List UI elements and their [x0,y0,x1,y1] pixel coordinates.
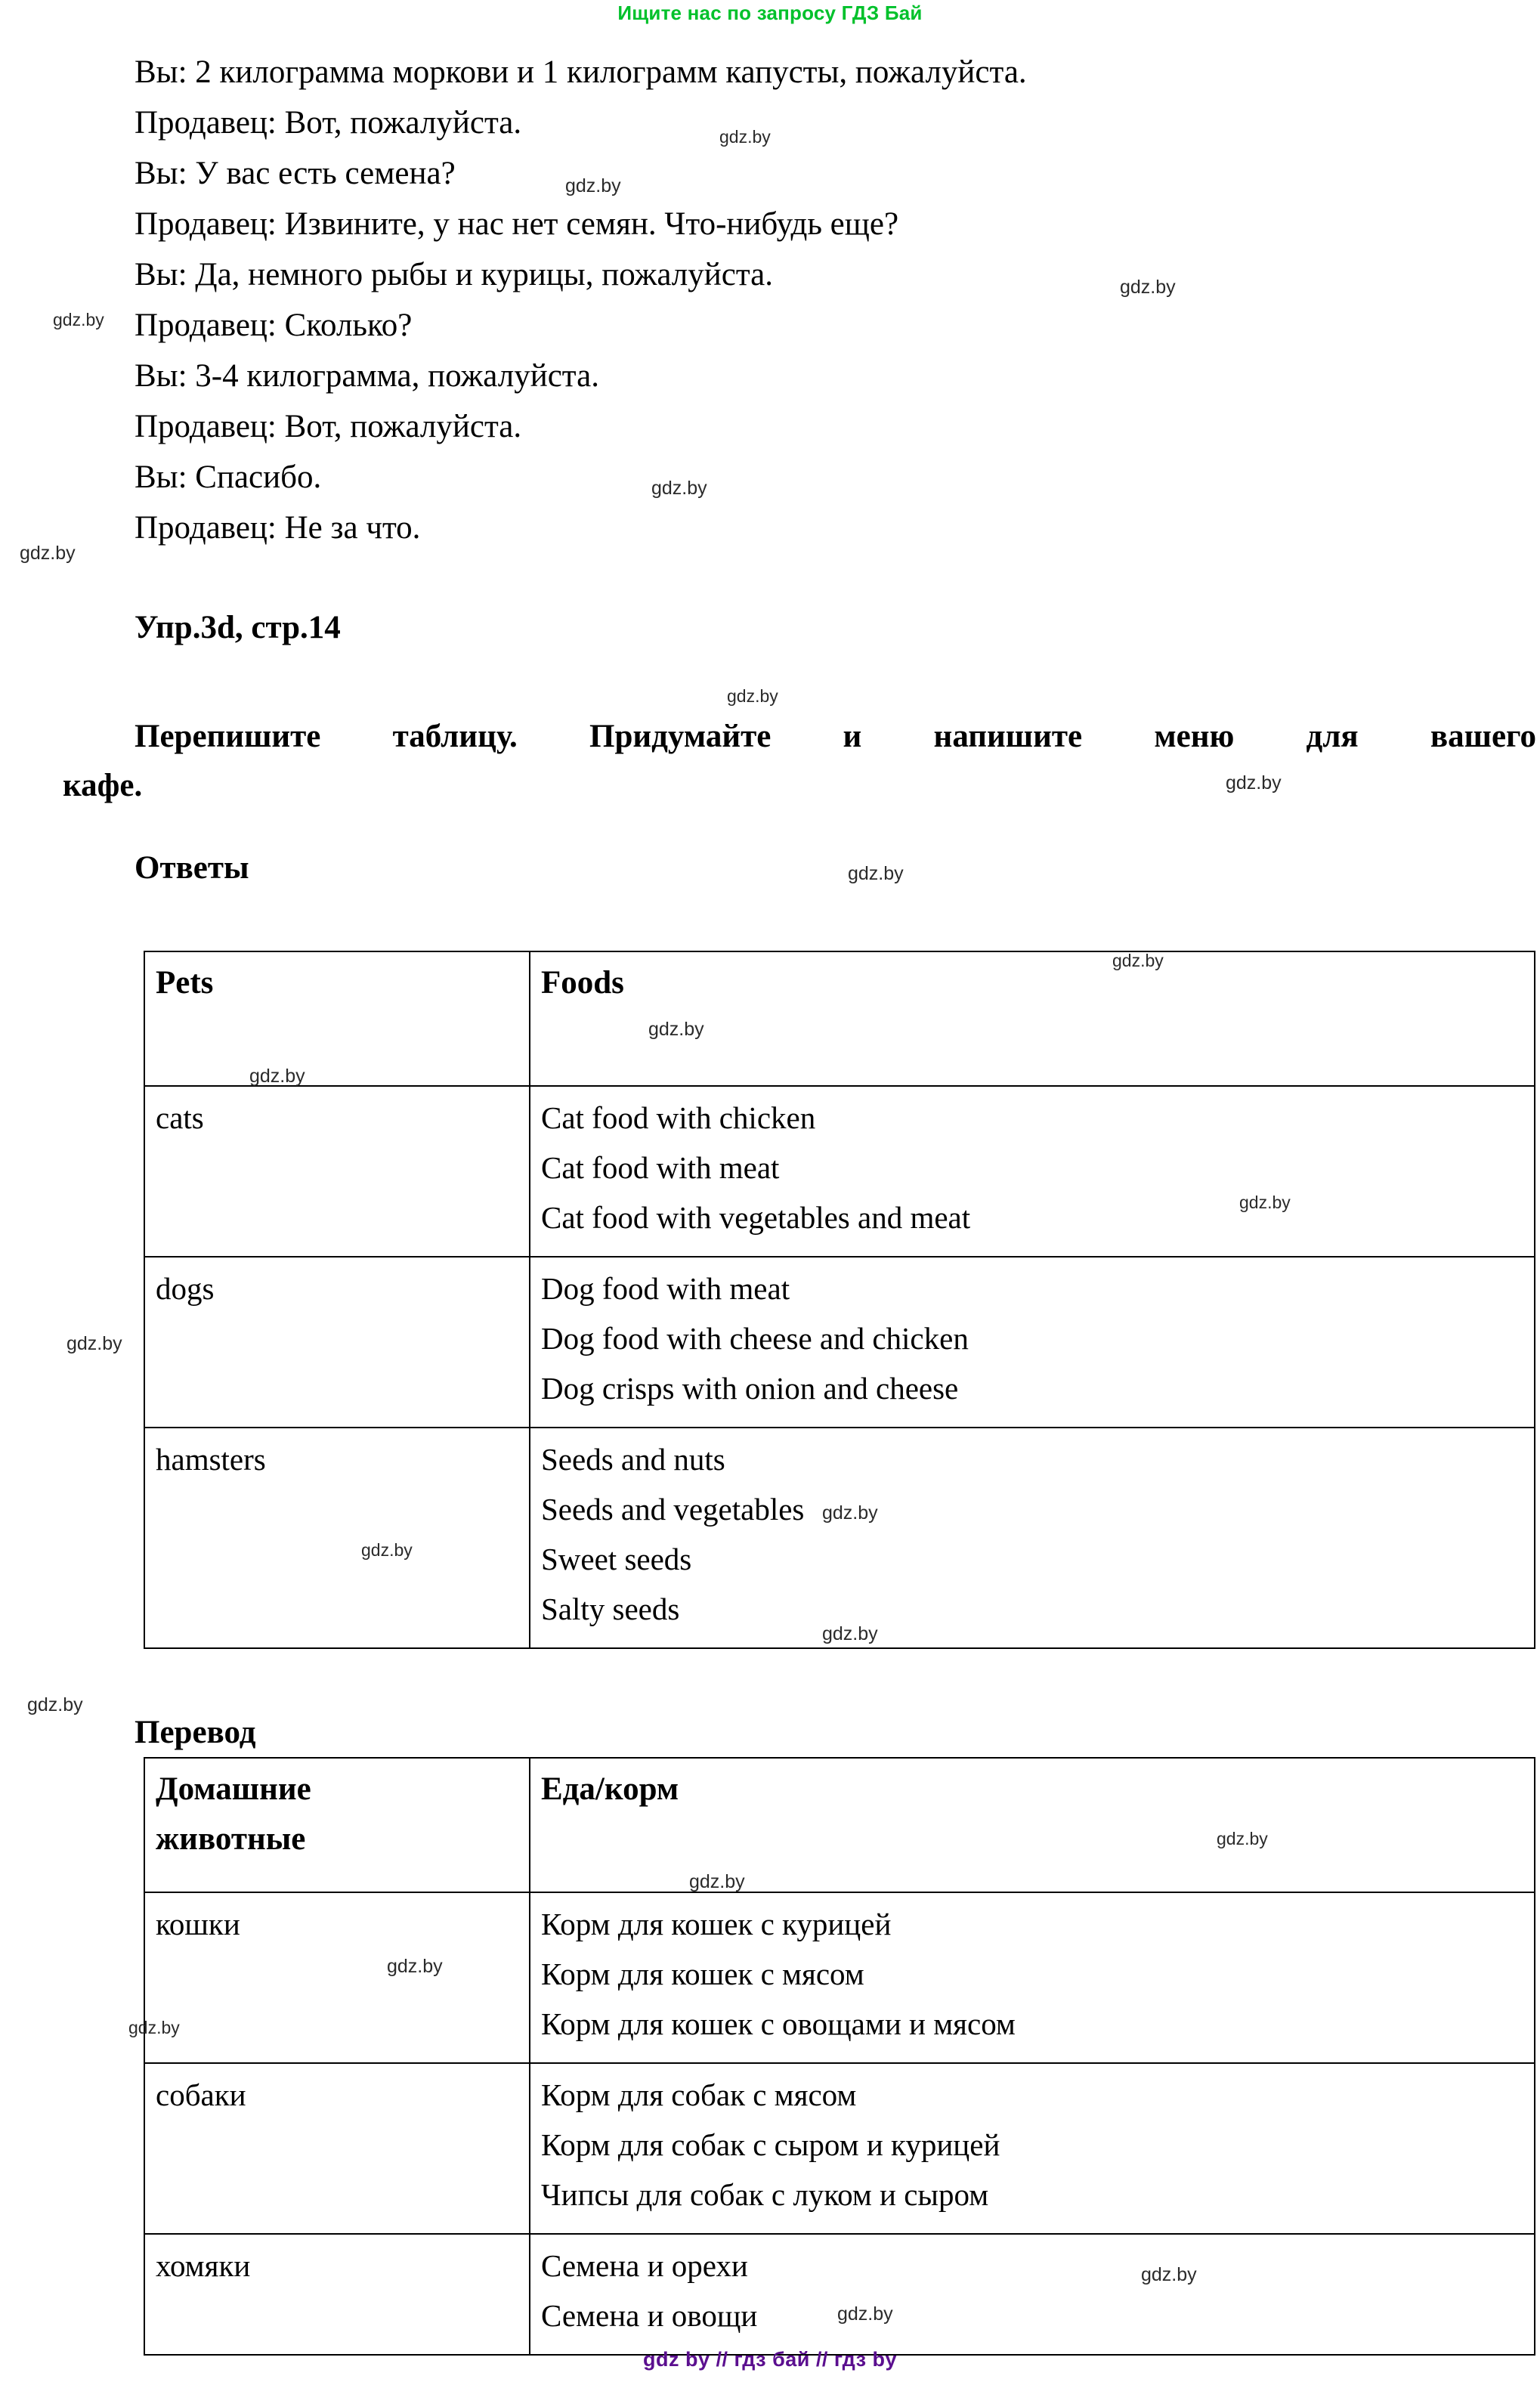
dialogue-line: Вы: Спасибо. [135,459,322,495]
dialogue-line: Вы: 3-4 килограмма, пожалуйста. [135,358,599,394]
food-item: Чипсы для собак с луком и сыром [541,2177,989,2212]
watermark-gdz: gdz.by [1112,951,1164,970]
site-banner-top: Ищите нас по запросу ГДЗ Бай [617,2,923,24]
food-item: Cat food with vegetables and meat [541,1200,971,1235]
watermark-gdz: gdz.by [128,2018,180,2037]
exercise-title: Упр.3d, стр.14 [135,610,341,645]
task-statement-line2: кафе. [63,768,143,803]
column-header-pets: Pets [144,951,530,1086]
column-header-line1: Домашние [156,1771,311,1807]
watermark-gdz: gdz.by [822,1623,878,1644]
watermark-gdz: gdz.by [648,1019,704,1040]
dialogue-line: Вы: У вас есть семена? [135,156,456,191]
table-header-row [144,951,1535,1086]
watermark-gdz: gdz.by [719,127,771,147]
foods-cell [530,1428,1535,1648]
watermark-gdz: gdz.by [848,863,904,884]
food-item: Cat food with meat [541,1150,780,1185]
pet-name-cell: dogs [144,1257,530,1428]
dialogue-line: Продавец: Сколько? [135,308,413,343]
dialogue-line: Продавец: Вот, пожалуйста. [135,409,522,444]
pet-name-cell: кошки [144,1892,530,2063]
watermark-gdz: gdz.by [1217,1829,1268,1848]
foods-cell [530,1892,1535,2063]
pet-name-cell: cats [144,1086,530,1257]
table-row [144,1892,1535,2063]
answers-heading: Ответы [135,850,249,886]
watermark-gdz: gdz.by [727,686,778,706]
food-item: Корм для собак с сыром и курицей [541,2127,1000,2162]
food-item: Cat food with chicken [541,1100,816,1135]
food-item: Sweet seeds [541,1542,692,1576]
watermark-gdz: gdz.by [249,1066,305,1087]
watermark-gdz: gdz.by [20,543,76,564]
column-header-pets-ru [144,1758,530,1892]
food-item: Корм для кошек с мясом [541,1957,864,1991]
watermark-gdz: gdz.by [565,175,621,196]
watermark-gdz: gdz.by [822,1502,878,1524]
table-row [144,2234,1535,2355]
watermark-gdz: gdz.by [53,310,104,329]
watermark-gdz: gdz.by [1120,277,1176,298]
food-item: Dog food with cheese and chicken [541,1321,969,1356]
task-statement [63,712,1536,810]
table-header-row [144,1758,1535,1892]
watermark-gdz: gdz.by [837,2303,893,2325]
column-header-line2: животные [156,1821,306,1857]
dialogue-line: Продавец: Не за что. [135,510,421,546]
pet-name-cell: hamsters [144,1428,530,1648]
watermark-gdz: gdz.by [27,1694,83,1715]
pet-name-cell: собаки [144,2063,530,2234]
watermark-gdz: gdz.by [1226,772,1282,793]
dialogue-block [135,47,1495,553]
foods-cell [530,2063,1535,2234]
food-item: Dog crisps with onion and cheese [541,1371,959,1406]
table-row [144,1428,1535,1648]
pet-name-cell: хомяки [144,2234,530,2355]
food-item: Корм для кошек с овощами и мясом [541,2006,1016,2041]
site-banner-bottom: gdz by // гдз бай // гдз by [642,2348,898,2371]
food-item: Dog food with meat [541,1271,790,1306]
table-row [144,1086,1535,1257]
food-item: Корм для собак с мясом [541,2077,857,2112]
column-header-foods: Foods [530,951,1535,1086]
watermark-gdz: gdz.by [66,1333,122,1354]
food-item: Семена и орехи [541,2248,748,2283]
food-item: Корм для кошек с курицей [541,1907,892,1941]
watermark-gdz: gdz.by [651,478,707,499]
food-item: Семена и овощи [541,2298,758,2333]
task-statement-line1: Перепишите таблицу. Придумайте и напишите меню для вашего [135,719,1536,754]
foods-cell [530,1086,1535,1257]
foods-cell [530,2234,1535,2355]
dialogue-line: Вы: 2 килограмма моркови и 1 килограмм капусты, пожалуйста. [135,54,1027,90]
dialogue-line: Продавец: Извините, у нас нет семян. Что-нибудь еще? [135,206,899,242]
table-row [144,2063,1535,2234]
dialogue-line: Продавец: Вот, пожалуйста. [135,105,522,141]
translation-table [144,1757,1535,2356]
watermark-gdz: gdz.by [1239,1193,1291,1212]
watermark-gdz: gdz.by [689,1871,745,1892]
foods-cell [530,1257,1535,1428]
pets-foods-table [144,951,1535,1649]
food-item: Seeds and vegetables [541,1492,805,1527]
column-header-foods-ru: Еда/корм [530,1758,1535,1892]
watermark-gdz: gdz.by [387,1956,443,1977]
food-item: Salty seeds [541,1592,680,1626]
watermark-gdz: gdz.by [1141,2264,1197,2285]
food-item: Seeds and nuts [541,1442,725,1477]
translation-heading: Перевод [135,1715,256,1750]
watermark-gdz: gdz.by [361,1540,413,1560]
dialogue-line: Вы: Да, немного рыбы и курицы, пожалуйста. [135,257,774,292]
table-row [144,1257,1535,1428]
